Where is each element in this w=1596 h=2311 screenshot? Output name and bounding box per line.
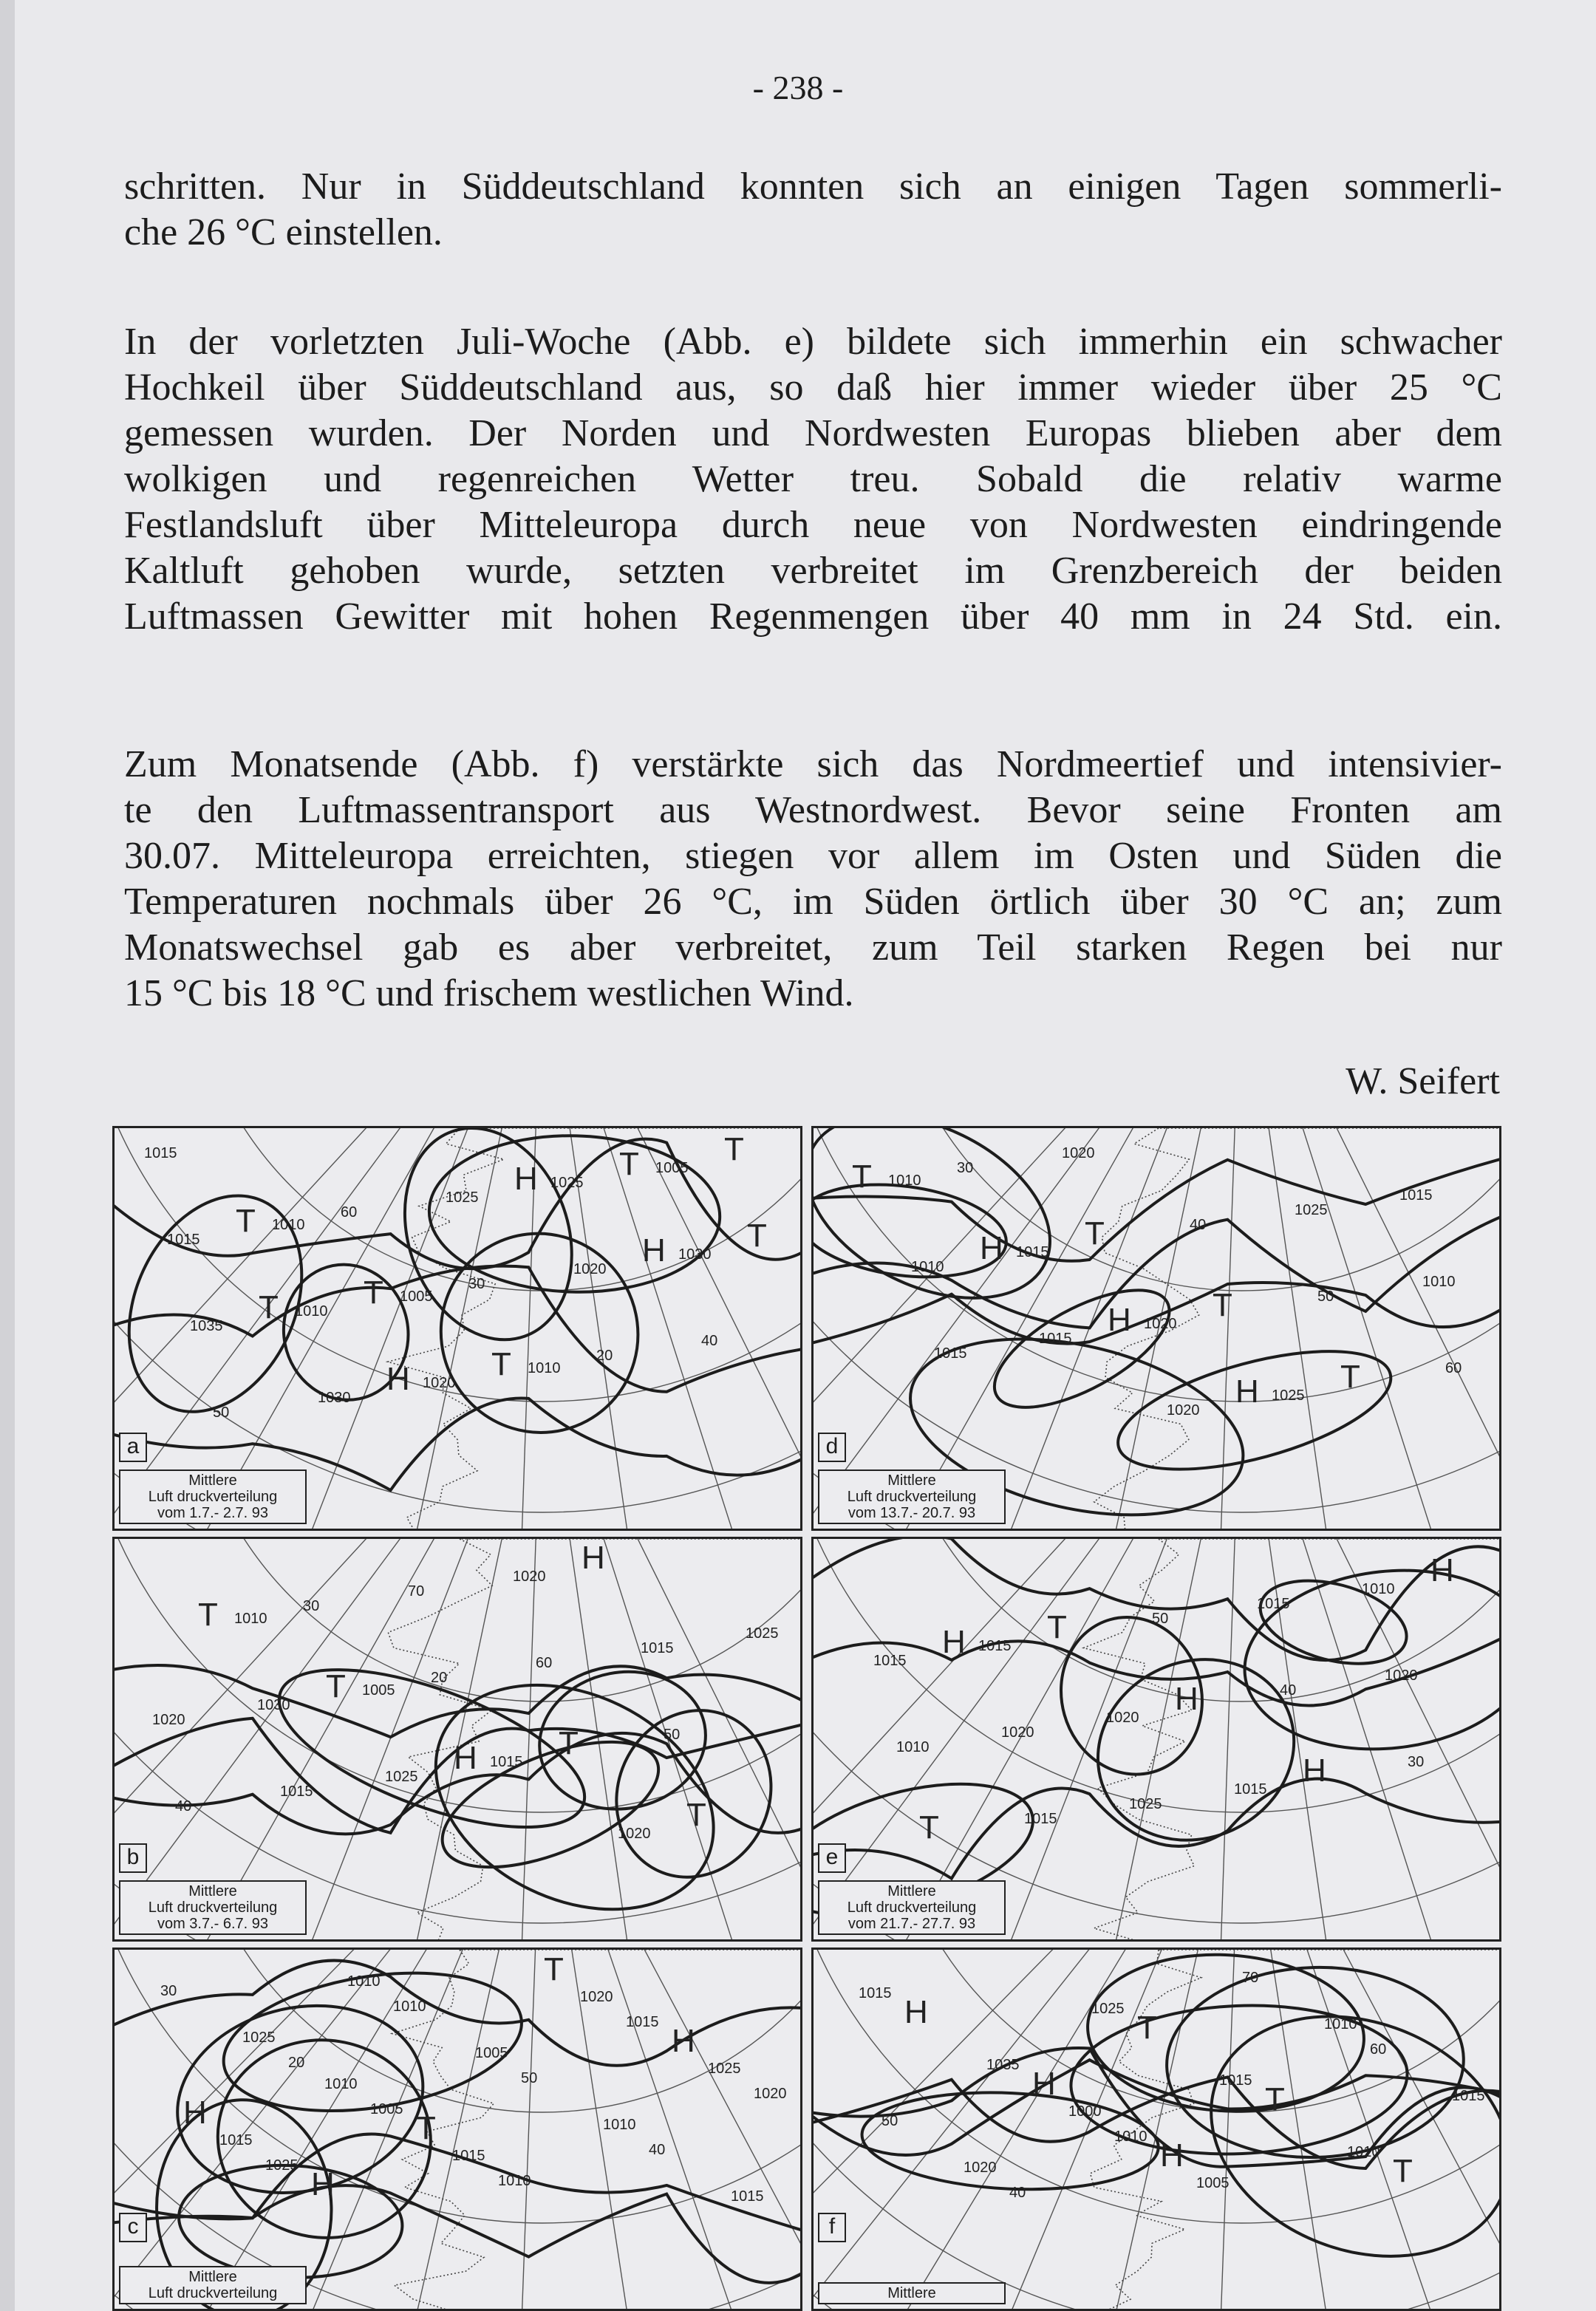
weather-map-e <box>811 1537 1501 1942</box>
weather-map-f <box>811 1948 1501 2311</box>
isobar-value-label: 1010 <box>1422 1274 1456 1290</box>
weather-map-d <box>811 1126 1501 1531</box>
low-pressure-label: T <box>619 1146 639 1182</box>
isobar-value-label: 1025 <box>446 1189 479 1206</box>
isobar-value-label: 40 <box>175 1798 192 1815</box>
isobar-value-label: 50 <box>521 2070 538 2086</box>
isobar-value-label: 50 <box>1317 1288 1334 1305</box>
isobar-value-label: 1020 <box>423 1375 456 1391</box>
text-line: Festlandsluft über Mitteleuropa durch neue von Nordwesten eindringende <box>124 504 1502 546</box>
high-pressure-label: H <box>386 1361 410 1397</box>
map-caption <box>818 1469 1006 1524</box>
text-line: gemessen wurden. Der Norden und Nordwesten Europas blieben aber dem <box>124 412 1502 454</box>
isobar-value-label: 70 <box>1242 1970 1259 1986</box>
meridian-line <box>814 1950 1241 2311</box>
isobar-value-label: 1015 <box>859 1985 892 2001</box>
isobar-value-label: 30 <box>303 1598 320 1614</box>
map-caption-line: vom 21.7.- 27.7. 93 <box>848 1916 976 1932</box>
isobar-value-label: 1015 <box>144 1145 177 1161</box>
low-pressure-label: T <box>747 1218 767 1254</box>
map-panel-letter: a <box>119 1433 147 1462</box>
high-pressure-label: H <box>642 1232 666 1269</box>
high-pressure-label: H <box>1175 1681 1198 1717</box>
isobar-value-label: 1015 <box>1234 1781 1267 1798</box>
meridian-line <box>814 1950 1241 2311</box>
text-line: 30.07. Mitteleuropa erreichten, stiegen vor allem im Osten und Süden die <box>124 835 1502 877</box>
map-panel-letter: b <box>119 1843 147 1873</box>
isobar-value-label: 40 <box>1009 2185 1026 2201</box>
weather-map-b <box>112 1537 802 1942</box>
isobar-value-label: 1035 <box>986 2057 1020 2073</box>
isobar-value-label: 1020 <box>1144 1316 1177 1332</box>
low-pressure-label: T <box>1047 1609 1067 1645</box>
isobar-value-label: 1010 <box>528 1360 561 1376</box>
map-caption <box>119 1469 307 1524</box>
isobar-value-label: 40 <box>1190 1217 1207 1233</box>
low-pressure-label: T <box>364 1274 383 1311</box>
text-line: Monatswechsel gab es aber verbreitet, zum Teil starken Regen bei nur <box>124 926 1502 969</box>
isobar-value-label: 1015 <box>626 2014 659 2030</box>
page-number: - 238 - <box>752 69 844 106</box>
isobar-value-label: 60 <box>1445 1360 1462 1376</box>
meridian-line <box>521 1950 542 2311</box>
isobar-value-label: 1015 <box>219 2132 253 2148</box>
map-panel-letter: f <box>818 2213 846 2242</box>
paragraph-2 <box>124 319 1502 640</box>
meridian-line <box>1109 1539 1241 1942</box>
isobar <box>1106 1328 1402 1493</box>
isobar <box>590 1685 798 1902</box>
isobar-value-label: 1005 <box>400 1288 433 1305</box>
map-caption-line: Mittlere <box>188 1883 237 1899</box>
isobar-value-label: 1015 <box>452 2148 485 2164</box>
meridian-line <box>887 1950 1241 2311</box>
map-caption-line: Mittlere <box>188 2269 237 2285</box>
isobar-value-label: 1015 <box>978 1638 1012 1654</box>
isobar-value-label: 1015 <box>934 1345 967 1362</box>
isobar-value-label: 1010 <box>498 2173 531 2189</box>
coastline <box>388 1128 802 1531</box>
isobar-value-label: 1030 <box>678 1246 712 1263</box>
isobar-value-label: 1025 <box>708 2061 741 2077</box>
high-pressure-label: H <box>1303 1752 1326 1789</box>
low-pressure-label: T <box>198 1597 218 1633</box>
low-pressure-label: T <box>852 1158 872 1195</box>
isobar-value-label: 1015 <box>1452 2088 1485 2104</box>
isobar-value-label: 1015 <box>1257 1596 1290 1612</box>
isobar-value-label: 1015 <box>280 1783 313 1800</box>
isobar-value-label: 1010 <box>1114 2129 1147 2145</box>
isobar-value-label: 1000 <box>1068 2103 1102 2120</box>
isobar-value-label: 1025 <box>550 1175 584 1191</box>
isobar-value-label: 1005 <box>655 1160 689 1176</box>
paragraph-3 <box>124 742 1502 1017</box>
isobar-value-label: 50 <box>213 1404 230 1421</box>
map-panel-letter: e <box>818 1843 846 1873</box>
high-pressure-label: H <box>1108 1302 1131 1338</box>
isobar-value-label: 1035 <box>190 1318 223 1334</box>
isobar-value-label: 1025 <box>265 2157 299 2174</box>
map-caption <box>818 1880 1006 1935</box>
isobar-value-label: 20 <box>596 1348 613 1364</box>
isobar <box>1164 1963 1467 2162</box>
low-pressure-label: T <box>1265 2081 1285 2117</box>
isobar-value-label: 1030 <box>257 1697 290 1713</box>
isobar-value-label: 1010 <box>347 1973 381 1990</box>
text-line: Temperaturen nochmals über 26 °C, im Süden örtlich über 30 °C an; zum <box>124 881 1502 923</box>
text-line: wolkigen und regenreichen Wetter treu. Sobald die relativ warme <box>124 458 1502 500</box>
isobar-value-label: 1020 <box>618 1826 651 1842</box>
isobar-value-label: 1010 <box>888 1172 921 1189</box>
paragraph-1 <box>124 164 1502 256</box>
isobar-value-label: 1005 <box>370 2101 403 2117</box>
text-line: te den Luftmassentransport aus Westnordwest. Bevor seine Fronten am <box>124 789 1502 831</box>
isobar-value-label: 1005 <box>362 1682 395 1699</box>
isobar-value-label: 1010 <box>393 1998 426 2015</box>
high-pressure-label: H <box>980 1230 1003 1266</box>
isobar-value-label: 1010 <box>911 1259 944 1275</box>
isobar-value-label: 1025 <box>1272 1387 1305 1404</box>
high-pressure-label: H <box>942 1624 966 1660</box>
meridian-line <box>1241 1950 1501 2311</box>
parallel-line <box>115 1128 802 1402</box>
isobar-value-label: 1015 <box>1399 1187 1433 1204</box>
weather-map-c <box>112 1948 802 2311</box>
isobar-value-label: 1020 <box>1062 1145 1095 1161</box>
text-line: schritten. Nur in Süddeutschland konnten sich an einigen Tagen sommerli- <box>124 165 1502 208</box>
isobar-value-label: 1005 <box>475 2045 508 2061</box>
map-caption-line: Luft druckverteilung <box>148 1489 278 1505</box>
high-pressure-label: H <box>183 2095 207 2131</box>
low-pressure-label: T <box>1393 2153 1413 2189</box>
isobar-value-label: 60 <box>341 1204 358 1221</box>
text-line: In der vorletzten Juli-Woche (Abb. e) bildete sich immerhin ein schwacher <box>124 321 1502 363</box>
high-pressure-label: H <box>672 2023 695 2059</box>
isobar-value-label: 70 <box>408 1583 425 1600</box>
map-drawing <box>115 1950 802 2311</box>
isobar-value-label: 1020 <box>1001 1724 1034 1741</box>
text-line: che 26 °C einstellen. <box>124 211 443 253</box>
low-pressure-label: T <box>1213 1287 1232 1323</box>
isobar <box>176 2160 405 2283</box>
isobar-value-label: 1020 <box>152 1712 185 1728</box>
text-line: 15 °C bis 18 °C und frischem westlichen Wind. <box>124 972 854 1014</box>
low-pressure-label: T <box>686 1797 706 1833</box>
isobar-value-label: 1010 <box>295 1303 328 1320</box>
isobar-value-label: 1020 <box>964 2160 997 2176</box>
meridian-line <box>1241 1950 1442 2311</box>
isobar-value-label: 30 <box>957 1160 974 1176</box>
isobar-value-label: 60 <box>536 1655 553 1671</box>
isobar-value-label: 1010 <box>896 1739 930 1755</box>
isobar-value-label: 1015 <box>1219 2072 1252 2089</box>
isobar-value-label: 1020 <box>513 1568 546 1585</box>
meridian-line <box>1241 1950 1331 2311</box>
isobar <box>814 1779 1501 1879</box>
low-pressure-label: T <box>1085 1215 1105 1252</box>
isobar-value-label: 1025 <box>746 1625 779 1642</box>
isobar-value-label: 50 <box>1152 1611 1169 1627</box>
map-drawing <box>814 1950 1501 2311</box>
low-pressure-label: T <box>326 1668 346 1704</box>
isobar-value-label: 1015 <box>490 1754 523 1770</box>
text-line: Hochkeil über Süddeutschland aus, so daß hier immer wieder über 25 °C <box>124 366 1502 409</box>
low-pressure-label: T <box>491 1346 511 1382</box>
isobar-value-label: 1020 <box>1106 1710 1139 1726</box>
isobar-value-label: 20 <box>431 1670 448 1686</box>
author-signature: W. Seifert <box>1346 1060 1500 1102</box>
low-pressure-label: T <box>559 1725 579 1761</box>
isobar-value-label: 1015 <box>873 1653 907 1669</box>
isobar-value-label: 60 <box>1370 2041 1387 2058</box>
isobar-value-label: 1020 <box>1167 1402 1200 1419</box>
isobar-value-label: 1020 <box>573 1261 607 1277</box>
isobar-value-label: 1010 <box>1324 2016 1357 2032</box>
isobar-value-label: 1015 <box>731 2188 764 2205</box>
meridian-line <box>1241 1128 1501 1531</box>
low-pressure-label: T <box>259 1289 279 1325</box>
isobar-value-label: 40 <box>649 2142 666 2158</box>
map-caption-line: Mittlere <box>188 1472 237 1489</box>
text-line: Luftmassen Gewitter mit hohen Regenmengen über 40 mm in 24 Std. ein. <box>124 595 1502 638</box>
low-pressure-label: T <box>1340 1359 1360 1395</box>
isobar-value-label: 1030 <box>318 1390 351 1406</box>
text-line: Kaltluft gehoben wurde, setzten verbreitet im Grenzbereich der beiden <box>124 550 1502 592</box>
meridian-line <box>1241 1128 1331 1531</box>
isobar-value-label: 1015 <box>167 1232 200 1248</box>
map-caption-line: Mittlere <box>887 1472 936 1489</box>
isobar-value-label: 1025 <box>385 1769 418 1785</box>
isobar-value-label: 1020 <box>1385 1667 1418 1684</box>
meridian-line <box>1220 1128 1241 1531</box>
map-caption <box>119 2266 307 2304</box>
isobar-value-label: 1010 <box>1347 2144 1380 2160</box>
high-pressure-label: H <box>514 1161 538 1197</box>
map-panel-letter: c <box>119 2213 147 2242</box>
map-caption-line: vom 3.7.- 6.7. 93 <box>157 1916 269 1932</box>
text-line: Zum Monatsende (Abb. f) verstärkte sich das Nordmeertief und intensivier- <box>124 743 1502 785</box>
map-panel-letter: d <box>818 1433 846 1462</box>
meridian-line <box>1220 1950 1241 2311</box>
high-pressure-label: H <box>1235 1373 1259 1410</box>
isobar-value-label: 50 <box>664 1727 681 1743</box>
isobar-value-label: 1015 <box>1016 1244 1049 1260</box>
isobar <box>814 1539 1501 1660</box>
isobar-value-label: 1010 <box>1362 1581 1395 1597</box>
isobar-value-label: 1020 <box>580 1989 613 2005</box>
isobar-value-label: 1015 <box>1024 1811 1057 1827</box>
map-caption-line: Mittlere <box>887 1883 936 1899</box>
isobar-value-label: 1025 <box>1091 2001 1125 2017</box>
page-edge <box>0 0 15 2311</box>
map-caption <box>818 2282 1006 2304</box>
isobar-value-label: 30 <box>160 1983 177 1999</box>
isobar-value-label: 1010 <box>603 2117 636 2133</box>
low-pressure-label: T <box>236 1203 256 1239</box>
isobar-value-label: 40 <box>701 1333 718 1349</box>
map-caption-line: Luft druckverteilung <box>847 1489 977 1505</box>
map-caption-line: vom 1.7.- 2.7. 93 <box>157 1505 269 1521</box>
low-pressure-label: T <box>724 1131 744 1167</box>
pressure-map-grid <box>112 1126 1507 2311</box>
high-pressure-label: H <box>582 1540 605 1576</box>
isobar-value-label: 1025 <box>242 2030 276 2046</box>
high-pressure-label: H <box>454 1740 477 1776</box>
map-caption-line: Mittlere <box>887 2285 936 2301</box>
isobar-value-label: 1015 <box>641 1640 674 1656</box>
isobar-value-label: 1010 <box>272 1217 305 1233</box>
high-pressure-label: H <box>311 2166 335 2202</box>
map-caption-line: Luft druckverteilung <box>847 1899 977 1916</box>
high-pressure-label: H <box>1430 1552 1454 1588</box>
isobar-value-label: 40 <box>1280 1682 1297 1699</box>
isobar-value-label: 20 <box>288 2055 305 2071</box>
map-caption-line: Luft druckverteilung <box>148 2285 278 2301</box>
map-caption <box>119 1880 307 1935</box>
high-pressure-label: H <box>1032 2066 1056 2102</box>
low-pressure-label: T <box>416 2110 436 2146</box>
isobar-value-label: 1025 <box>1129 1796 1162 1812</box>
isobar-value-label: 1020 <box>754 2086 787 2102</box>
isobar-value-label: 1010 <box>234 1611 267 1627</box>
meridian-line <box>299 1128 542 1531</box>
high-pressure-label: H <box>904 1994 928 2030</box>
isobar-value-label: 1025 <box>1295 1202 1328 1218</box>
isobar-value-label: 1005 <box>1196 2175 1230 2191</box>
map-caption-line: Luft druckverteilung <box>148 1899 278 1916</box>
isobar <box>814 1148 1501 1261</box>
meridian-line <box>188 1950 542 2311</box>
isobar-value-label: 30 <box>468 1276 485 1292</box>
low-pressure-label: T <box>1137 2010 1157 2046</box>
low-pressure-label: T <box>919 1809 939 1846</box>
parallel-line <box>188 1539 802 1701</box>
map-caption-line: vom 13.7.- 20.7. 93 <box>848 1505 976 1521</box>
weather-map-a <box>112 1126 802 1531</box>
isobar-value-label: 30 <box>1408 1754 1425 1770</box>
isobar-value-label: 50 <box>881 2113 898 2129</box>
isobar-value-label: 1015 <box>1039 1331 1072 1347</box>
high-pressure-label: H <box>1160 2137 1184 2174</box>
isobar-value-label: 1010 <box>324 2076 358 2092</box>
low-pressure-label: T <box>544 1951 564 1987</box>
